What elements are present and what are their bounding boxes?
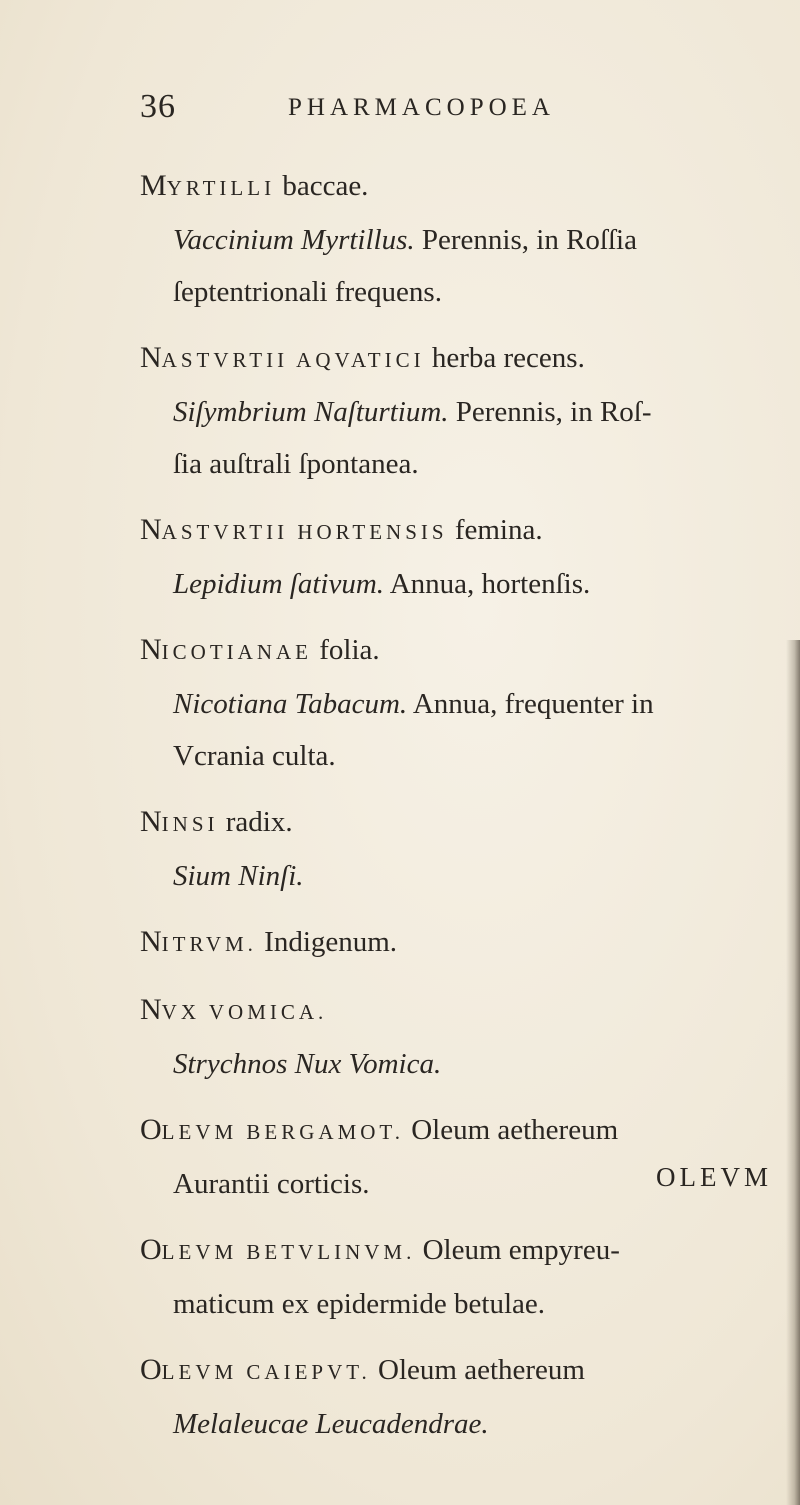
detail-text: maticum ex epidermide betulae. xyxy=(173,1288,546,1320)
entry-heading xyxy=(140,1104,780,1158)
entry-detail-line xyxy=(140,438,780,490)
entry-spacer xyxy=(140,1090,780,1104)
heading-description: Indigenum. xyxy=(256,926,398,958)
entry-spacer xyxy=(140,1210,780,1224)
entry-heading xyxy=(140,624,780,678)
entry-spacer xyxy=(140,782,780,796)
pharmacopoeia-entry xyxy=(140,916,780,970)
entry-spacer xyxy=(140,610,780,624)
entry-heading xyxy=(140,160,780,214)
heading-initial: N xyxy=(140,633,162,666)
heading-small-caps: ICOTIANAE xyxy=(161,640,312,664)
entry-heading xyxy=(140,504,780,558)
detail-text: ſeptentrionali frequens. xyxy=(173,276,442,308)
heading-initial: N xyxy=(140,513,162,546)
pharmacopoeia-entry xyxy=(140,984,780,1090)
heading-initial: N xyxy=(140,341,162,374)
pharmacopoeia-entry xyxy=(140,160,780,318)
heading-initial: O xyxy=(140,1113,162,1146)
heading-initial: N xyxy=(140,925,162,958)
entry-spacer xyxy=(140,1330,780,1344)
entry-detail-line xyxy=(140,850,780,902)
pharmacopoeia-entry xyxy=(140,504,780,610)
pharmacopoeia-entry xyxy=(140,332,780,490)
entry-detail-line xyxy=(140,386,780,438)
heading-description: Oleum aethereum xyxy=(370,1354,585,1386)
running-title: PHARMACOPOEA xyxy=(288,94,555,121)
detail-text: Perennis, in Roſ- xyxy=(448,396,652,428)
entry-detail-line xyxy=(140,678,780,730)
page-number: 36 xyxy=(140,88,176,125)
pharmacopoeia-entry xyxy=(140,1344,780,1450)
entry-heading xyxy=(140,1224,780,1278)
entry-list xyxy=(140,160,780,1450)
heading-initial: O xyxy=(140,1233,162,1266)
heading-description: femina. xyxy=(447,514,543,546)
heading-description: folia. xyxy=(311,634,380,666)
heading-small-caps: ASTVRTII AQVATICI xyxy=(161,348,425,372)
heading-small-caps: VX VOMICA. xyxy=(161,1000,328,1024)
entry-heading xyxy=(140,332,780,386)
botanical-name: Lepidium ſativum. xyxy=(173,568,385,600)
detail-text: ſia auſtrali ſpontanea. xyxy=(173,448,419,480)
entry-heading xyxy=(140,1344,780,1398)
pharmacopoeia-entry xyxy=(140,624,780,782)
entry-detail-line xyxy=(140,266,780,318)
entry-heading xyxy=(140,984,780,1038)
pharmacopoeia-entry xyxy=(140,1224,780,1330)
entry-spacer xyxy=(140,970,780,984)
entry-detail-line xyxy=(140,1038,780,1090)
pharmacopoeia-entry xyxy=(140,1104,780,1210)
heading-small-caps: ASTVRTII HORTENSIS xyxy=(161,520,448,544)
botanical-name: Siſymbrium Naſturtium. xyxy=(173,396,449,428)
botanical-name: Sium Ninſi. xyxy=(173,860,304,892)
heading-small-caps: YRTILLI xyxy=(166,176,276,200)
heading-initial: O xyxy=(140,1353,162,1386)
catchword: OLEVM xyxy=(656,1162,772,1192)
heading-small-caps: LEVM CAIEPVT. xyxy=(161,1360,371,1384)
heading-initial: M xyxy=(140,169,167,202)
entry-detail-line xyxy=(140,1398,780,1450)
heading-small-caps: LEVM BETVLINVM. xyxy=(161,1240,416,1264)
heading-description: radix. xyxy=(218,806,293,838)
heading-small-caps: ITRVM. xyxy=(161,932,257,956)
heading-description: Oleum aethereum xyxy=(403,1114,619,1146)
entry-spacer xyxy=(140,490,780,504)
entry-heading xyxy=(140,796,780,850)
heading-initial: N xyxy=(140,993,162,1026)
heading-small-caps: INSI xyxy=(161,812,219,836)
detail-text: Annua, frequenter in xyxy=(407,688,654,720)
detail-text: Perennis, in Roſſia xyxy=(414,224,637,256)
detail-text: Aurantii corticis. xyxy=(173,1168,370,1200)
heading-description: herba recens. xyxy=(424,342,585,374)
botanical-name: Nicotiana Tabacum. xyxy=(173,688,408,720)
page-header xyxy=(140,88,700,138)
pharmacopoeia-entry xyxy=(140,796,780,902)
botanical-name: Melaleucae Leucadendrae. xyxy=(173,1408,489,1440)
entry-detail-line xyxy=(140,214,780,266)
entry-spacer xyxy=(140,318,780,332)
entry-detail-line xyxy=(140,1278,780,1330)
page-edge-shadow xyxy=(786,640,800,1505)
entry-heading xyxy=(140,916,780,970)
heading-description: baccae. xyxy=(275,170,369,202)
detail-text: Vcrania culta. xyxy=(173,740,336,772)
entry-detail-line xyxy=(140,558,780,610)
entry-spacer xyxy=(140,902,780,916)
detail-text: Annua, hortenſis. xyxy=(384,568,591,600)
botanical-name: Vaccinium Myrtillus. xyxy=(173,224,415,256)
entry-detail-line xyxy=(140,730,780,782)
heading-initial: N xyxy=(140,805,162,838)
botanical-name: Strychnos Nux Vomica. xyxy=(173,1048,442,1080)
heading-small-caps: LEVM BERGAMOT. xyxy=(161,1120,404,1144)
heading-description: Oleum empyreu- xyxy=(415,1234,620,1266)
